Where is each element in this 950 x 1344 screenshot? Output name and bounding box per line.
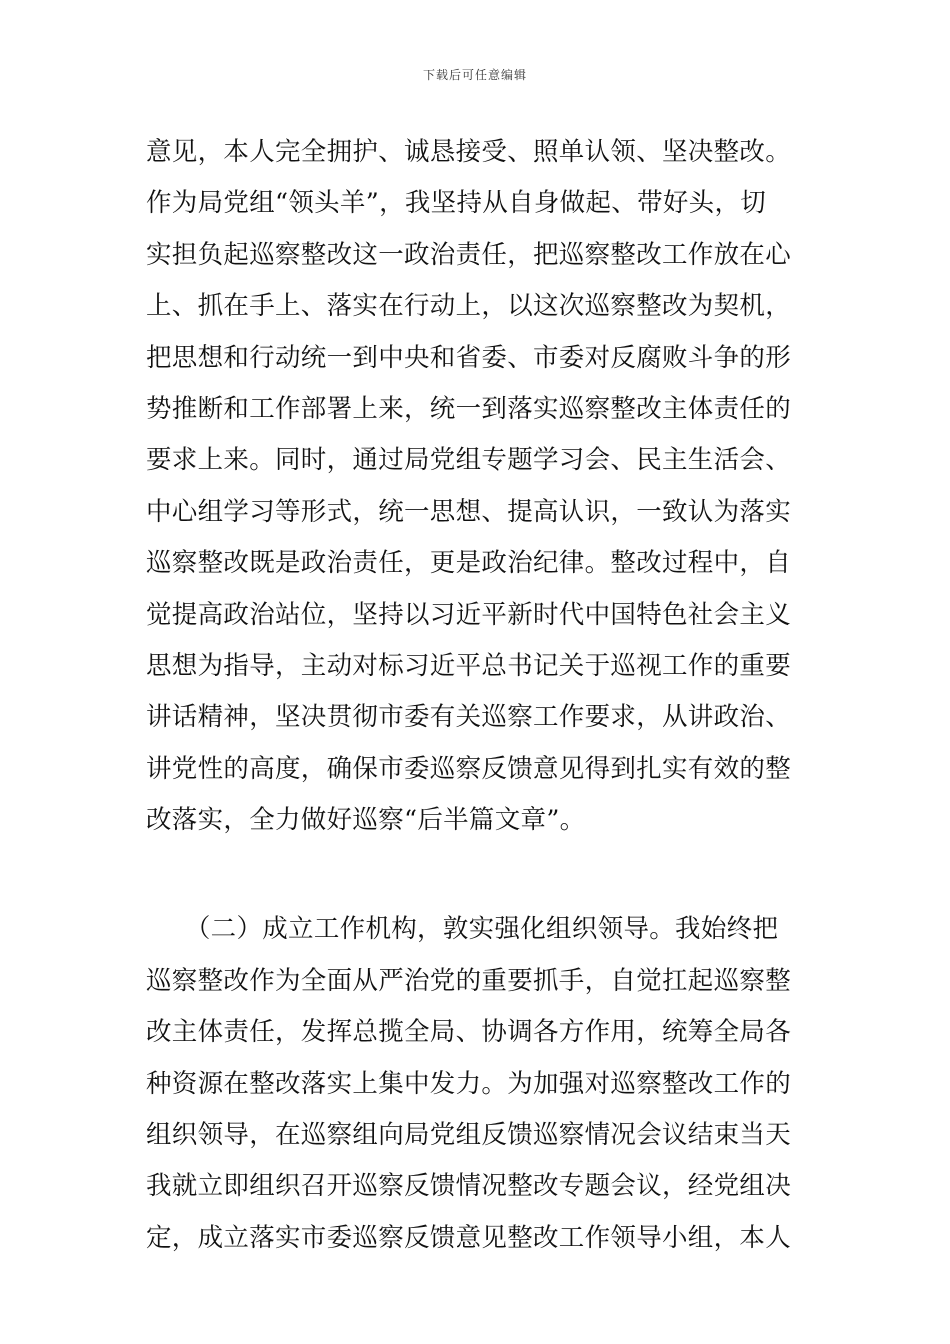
text-line: 巡察整改既是政治责任，更是政治纪律。整改过程中，自	[146, 548, 792, 579]
paragraph-spacer	[146, 846, 812, 904]
text-line: 势推断和工作部署上来，统一到落实巡察整改主体责任的	[146, 393, 792, 424]
text-line: 思想为指导，主动对标习近平总书记关于巡视工作的重要	[146, 650, 792, 681]
text-line: （二）成立工作机构，敦实强化组织领导。我始终把	[146, 914, 779, 945]
text-line: 中心组学习等形式，统一思想、提高认识，一致认为落实	[146, 496, 792, 527]
text-line: 作为局党组“领头羊”，我坚持从自身做起、带好头，切	[146, 188, 767, 219]
text-line: 把思想和行动统一到中央和省委、市委对反腐败斗争的形	[146, 342, 792, 373]
text-line: 改主体责任，发挥总揽全局、协调各方作用，统筹全局各	[146, 1017, 792, 1048]
text-line: 讲党性的高度，确保市委巡察反馈意见得到扎实有效的整	[146, 753, 792, 784]
paragraph-1	[146, 127, 812, 846]
paragraph-2	[146, 904, 812, 1264]
text-line: 巡察整改作为全面从严治党的重要抓手，自觉扛起巡察整	[146, 965, 792, 996]
text-line: 讲话精神，坚决贯彻市委有关巡察工作要求，从讲政治、	[146, 702, 792, 733]
text-line: 实担负起巡察整改这一政治责任，把巡察整改工作放在心	[146, 239, 792, 270]
text-line: 要求上来。同时，通过局党组专题学习会、民主生活会、	[146, 445, 792, 476]
text-line: 组织领导，在巡察组向局党组反馈巡察情况会议结束当天	[146, 1120, 792, 1151]
document-body	[146, 127, 812, 1264]
text-line: 定，成立落实市委巡察反馈意见整改工作领导小组，本人	[146, 1222, 792, 1253]
text-line: 改落实，全力做好巡察“后半篇文章”。	[146, 805, 586, 836]
text-line: 觉提高政治站位，坚持以习近平新时代中国特色社会主义	[146, 599, 792, 630]
text-line: 上、抓在手上、落实在行动上，以这次巡察整改为契机，	[146, 291, 792, 322]
text-line: 我就立即组织召开巡察反馈情况整改专题会议，经党组决	[146, 1171, 792, 1202]
page-header: 下载后可任意编辑	[422, 68, 527, 82]
text-line: 种资源在整改落实上集中发力。为加强对巡察整改工作的	[146, 1068, 792, 1099]
text-line: 意见，本人完全拥护、诚恳接受、照单认领、坚决整改。	[146, 137, 792, 167]
